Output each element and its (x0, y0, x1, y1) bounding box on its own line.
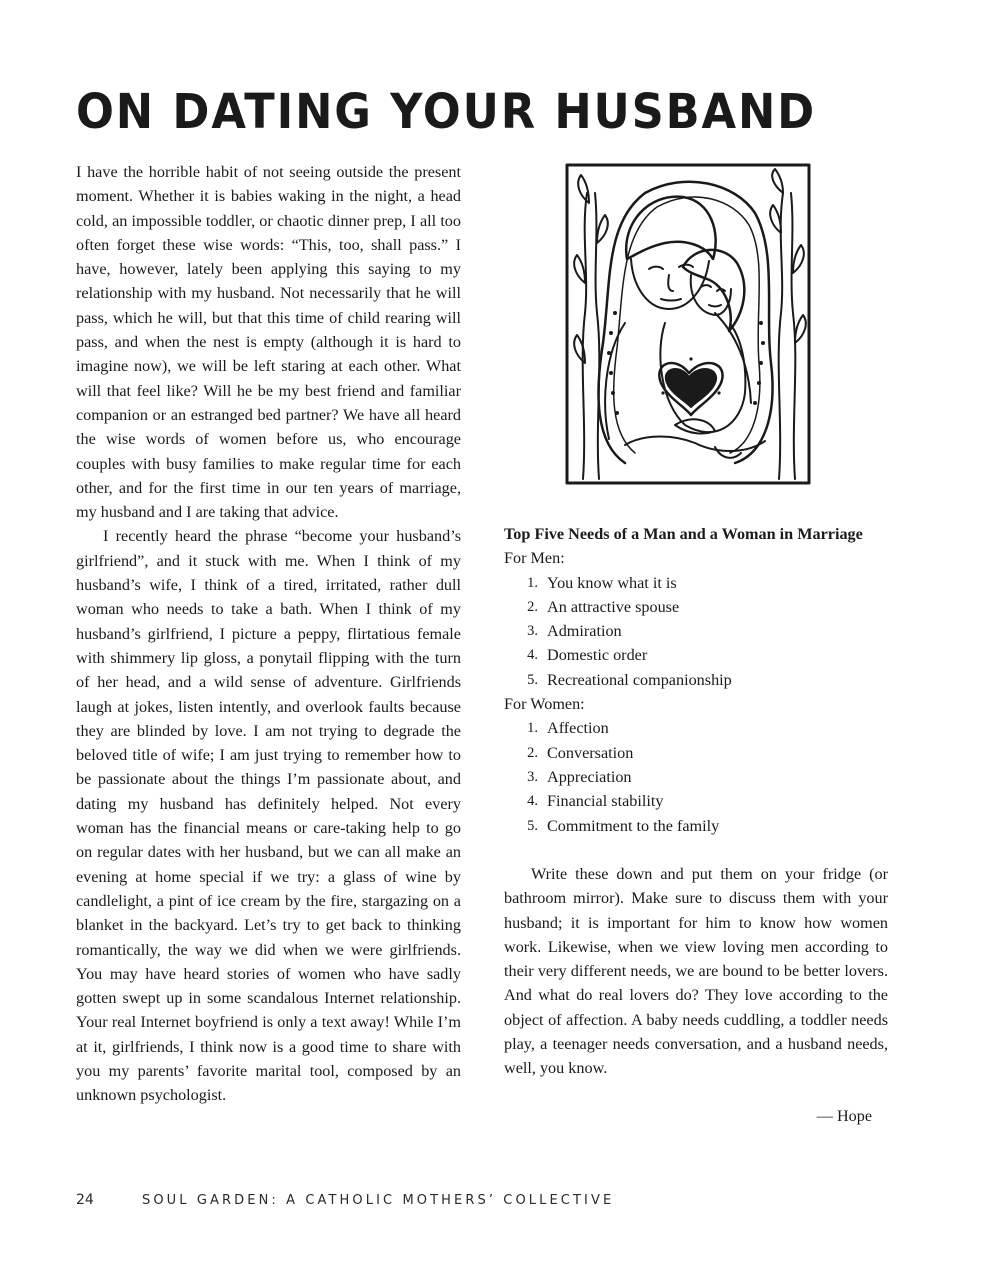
page-number: 24 (76, 1192, 94, 1208)
tree-left (574, 175, 608, 479)
women-label: For Women: (504, 695, 585, 714)
list-item (504, 643, 888, 667)
list-number: 5. (527, 817, 538, 834)
list-item (504, 619, 888, 643)
women-needs-list (504, 716, 888, 837)
list-number: 5. (527, 671, 538, 688)
author-signature: — Hope (816, 1107, 872, 1125)
closing-paragraph: Write these down and put them on your fridge (or bathroom mirror). Make sure to discuss them with your husband; it is important for him to know how women work. Likewise, when we view loving men according to their very different needs, we are bound to be better lovers. And what do real lovers do? They love according to the object of affection. A baby needs cuddling, a toddler needs play, a teenager needs conversation, and a husband needs, well, you know. (504, 865, 888, 1078)
ribbon (625, 437, 765, 458)
body-paragraph: I recently heard the phrase “become your husband’s girlfriend”, and it stuck with me. When I think of my husband’s wife, I think of a tired, irritated, rather dull woman who needs to take a bath. When I think of my husband’s girlfriend, I picture a peppy, flirtatious female with shimmery lip gloss, a ponytail flipping with the turn of her head, and a wild sense of adventure. Girlfriends laugh at jokes, listen intently, and overlook faults because they are blinded by love. I am not trying to degrade the beloved title of wife; I am just trying to remember how to be passionate about the things I’m passionate about, and dating my husband has definitely helped. Not every woman has the financial means or care-taking help to go on regular dates with her husband, but we can all make an evening at home special if we try: a glass of wine by candlelight, a pint of ice cream by the fire, stargazing on a blanket in the backyard. Let’s try to get back to thinking romantically, the way we did when we were girlfriends. You may have heard stories of women who have sadly gotten swept up in some scandalous Internet relationship. Your real Internet boyfriend is only a text away! While I’m at it, girlfriends, I think now is a good time to share with you my parents’ favorite marital tool, composed by an unknown psychologist. (76, 527, 461, 1105)
tree-right (770, 169, 806, 479)
list-text: Appreciation (547, 767, 632, 786)
list-text: Admiration (547, 622, 622, 641)
article-body (76, 160, 461, 1108)
list-number: 3. (527, 768, 538, 785)
running-title: SOUL GARDEN: A CATHOLIC MOTHERS’ COLLECTIVE (142, 1193, 615, 1208)
needs-section (504, 522, 888, 838)
list-number: 2. (527, 598, 538, 615)
needs-title: Top Five Needs of a Man and a Woman in Marriage (504, 525, 863, 543)
body-paragraph: I have the horrible habit of not seeing outside the present moment. Whether it is babies waking in the night, a head cold, an impossible toddler, or chaotic dinner prep, I all too often forget these wise words: “This, too, shall pass.” I have, however, lately been applying this saying to my relationship with my husband. Not necessarily that he will pass, which he will, but that this time of child rearing will pass, and when the nest is empty (although it is hard to imagine now), we will be left staring at each other. What will that feel like? Will he be my best friend and familiar companion or an estranged bed partner? We have all heard the wise words of women before us, who encourage couples with busy families to make regular time for each other, and for the first time in our ten years of marriage, my husband and I are taking that advice. (76, 163, 461, 522)
list-text: Conversation (547, 743, 634, 762)
heart-fill (666, 369, 716, 407)
list-number: 4. (527, 647, 538, 664)
list-item (504, 814, 888, 838)
list-number: 4. (527, 793, 538, 810)
list-text: Financial stability (547, 792, 664, 811)
list-number: 1. (527, 720, 538, 737)
list-number: 3. (527, 623, 538, 640)
couple-illustration (565, 163, 811, 485)
men-needs-list (504, 571, 888, 692)
list-text: Affection (547, 719, 609, 738)
page-title: ON DATING YOUR HUSBAND (76, 84, 817, 140)
list-number: 1. (527, 574, 538, 591)
list-text: You know what it is (547, 573, 677, 592)
men-label: For Men: (504, 549, 565, 568)
list-number: 2. (527, 744, 538, 761)
list-item (504, 716, 888, 740)
list-item (504, 765, 888, 789)
list-item (504, 741, 888, 765)
list-text: An attractive spouse (547, 597, 680, 616)
list-item (504, 595, 888, 619)
page-footer (76, 1192, 614, 1208)
list-item (504, 668, 888, 692)
illustration-frame (567, 165, 809, 483)
list-item (504, 571, 888, 595)
list-text: Domestic order (547, 646, 648, 665)
list-text: Commitment to the family (547, 816, 720, 835)
list-item (504, 789, 888, 813)
list-text: Recreational companionship (547, 670, 732, 689)
